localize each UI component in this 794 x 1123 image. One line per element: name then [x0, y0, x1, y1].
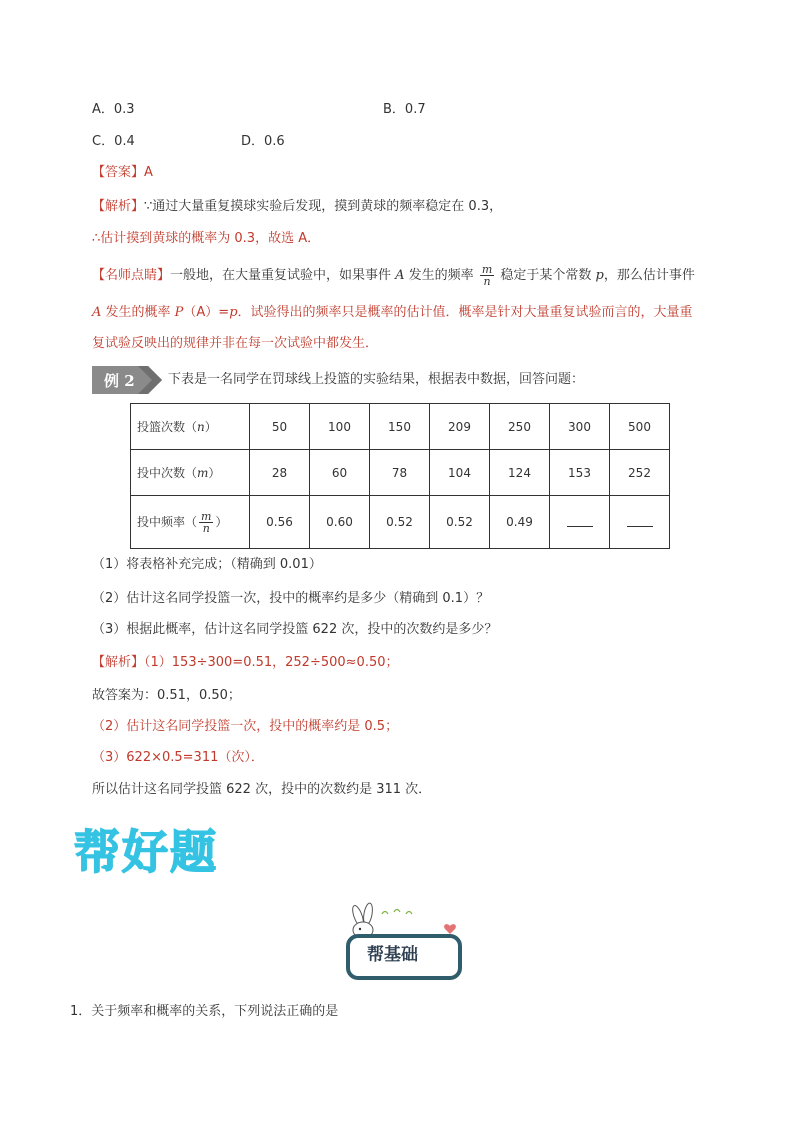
tip-text: 一般地，在大量重复试验中，如果事件 [170, 268, 396, 283]
analysis-text-2: ∴估计摸到黄球的概率为 0.3，故选 A． [92, 231, 321, 246]
table-cell: 250 [490, 404, 550, 450]
table-cell: 0.49 [490, 496, 550, 549]
answer-label: 【答案】 [92, 165, 145, 180]
table-cell: 300 [550, 404, 610, 450]
table-cell: 0.52 [430, 496, 490, 549]
tip-text: （A）= [183, 305, 230, 320]
analysis2-line-2: 故答案为：0.51，0.50； [92, 688, 241, 703]
table-cell: 0.52 [370, 496, 430, 549]
analysis-text-1: ∵通过大量重复摸球实验后发现，摸到黄球的频率稳定在 0.3， [144, 199, 503, 214]
table-cell: 0.56 [250, 496, 310, 549]
table-cell: 0.60 [310, 496, 370, 549]
table-cell: 104 [430, 450, 490, 496]
rabbit-icon [350, 902, 373, 938]
cell-text: ） [208, 466, 221, 480]
big-title-text: 帮好题 [74, 825, 218, 879]
option-a: A．0.3 [92, 102, 135, 117]
tip-var: A [92, 305, 102, 320]
table-cell: 252 [610, 450, 670, 496]
frac-den: n [202, 521, 210, 535]
option-c: C．0.4 [92, 134, 135, 149]
analysis-line-1 [92, 197, 502, 217]
row-header-shots [131, 404, 250, 450]
tip-text: 稳定于某个常数 [496, 268, 596, 283]
tip-label: 【名师点睛】 [92, 268, 171, 283]
answer-value: A [144, 165, 153, 180]
table-cell: 124 [490, 450, 550, 496]
table-row [131, 496, 670, 549]
cell-text: 投中次数（ [137, 466, 198, 480]
row-header-hits [131, 450, 250, 496]
analysis2-line-5: 所以估计这名同学投篮 622 次，投中的次数约是 311 次． [92, 782, 432, 797]
frac-num: m [201, 509, 212, 523]
shots-table [130, 403, 670, 549]
example-badge-label: 例 2 [104, 372, 135, 390]
answer-blank [567, 514, 593, 527]
tip-text: ，那么估计事件 [603, 268, 695, 283]
example-badge [92, 366, 164, 394]
analysis2-line-1 [92, 653, 399, 673]
table-row [131, 450, 670, 496]
analysis2-text: （1）153÷300=0.51，252÷500≈0.50； [144, 655, 399, 670]
tip-line-2 [92, 303, 693, 323]
cell-var: m [197, 466, 209, 480]
blank-cell [610, 496, 670, 549]
frac-den: n [483, 275, 491, 288]
cell-text: 投篮次数（ [137, 420, 198, 434]
section-big-title [74, 820, 244, 888]
analysis2-label: 【解析】 [92, 655, 145, 670]
frac-num: m [481, 263, 493, 276]
tip-var: p [229, 305, 238, 320]
question-2: （2）估计这名同学投篮一次，投中的概率约是多少（精确到 0.1）？ [92, 591, 490, 606]
cell-text: ） [204, 420, 217, 434]
table-cell: 153 [550, 450, 610, 496]
table-cell: 28 [250, 450, 310, 496]
section-badge-label: 帮基础 [367, 945, 418, 965]
fraction-m-over-n [480, 264, 494, 287]
table-cell: 78 [370, 450, 430, 496]
row-header-frequency [131, 496, 250, 549]
tip-text: 发生的概率 [101, 305, 175, 320]
analysis2-line-3: （2）估计这名同学投篮一次，投中的概率约是 0.5； [92, 719, 399, 734]
fraction-m-over-n [199, 511, 213, 534]
blank-cell [550, 496, 610, 549]
analysis2-line-4: （3）622×0.5=311（次）． [92, 750, 264, 765]
table-cell: 100 [310, 404, 370, 450]
option-b: B．0.7 [383, 102, 426, 117]
cell-text: 投中频率（ [137, 514, 198, 529]
tip-var: P [174, 305, 184, 320]
tip-var: A [395, 268, 405, 283]
table-cell: 150 [370, 404, 430, 450]
example-intro: 下表是一名同学在罚球线上投篮的实验结果，根据表中数据，回答问题： [168, 372, 585, 387]
tip-line-1 [92, 264, 695, 287]
answer-line [92, 163, 153, 183]
question-3: （3）根据此概率，估计这名同学投篮 622 次，投中的次数约是多少？ [92, 622, 498, 637]
question-1: （1）将表格补充完成；（精确到 0.01） [92, 557, 322, 572]
table-cell: 209 [430, 404, 490, 450]
table-row [131, 404, 670, 450]
table-cell: 60 [310, 450, 370, 496]
next-question: 1．关于频率和概率的关系，下列说法正确的是 [70, 1004, 339, 1019]
tip-text: 发生的频率 [404, 268, 478, 283]
analysis-label: 【解析】 [92, 199, 145, 214]
title-lettering [74, 820, 244, 884]
cell-text: ） [215, 514, 228, 529]
table-cell: 500 [610, 404, 670, 450]
tip-var: p [595, 268, 604, 283]
cell-var: n [197, 420, 205, 434]
table-cell: 50 [250, 404, 310, 450]
tip-text: ．试验得出的频率只是概率的估计值．概率是针对大量重复试验而言的，大量重 [237, 305, 693, 320]
answer-blank [627, 514, 653, 527]
option-d: D．0.6 [241, 134, 285, 149]
tip-line-3: 复试验反映出的规律并非在每一次试验中都发生． [92, 336, 379, 351]
